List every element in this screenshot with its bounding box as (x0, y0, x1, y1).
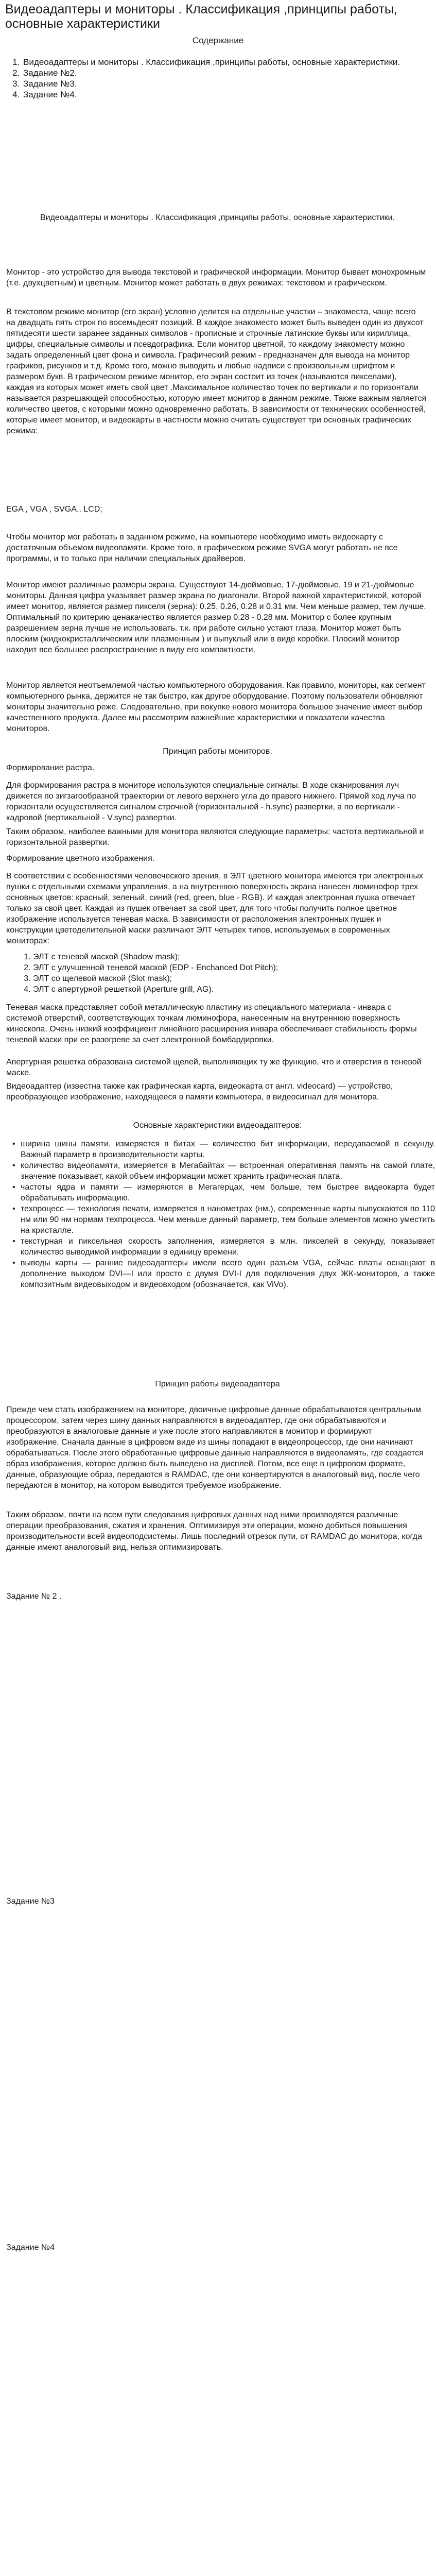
list-item: 3. ЭЛТ со щелевой маской (Slot mask); (33, 973, 278, 984)
paragraph: Монитор имеют различные размеры экрана. Существуют 14-дюймовые, 17-дюймовые, 19 и 21-дюймовые мониторы. Данная цифра указывает размер экрана по диагонали. Второй важной характеристикой, которой имеет монитор, является размер пикселя (зерна): 0.25, 0.26, 0.28 и 0.31 мм. Чем меньше размер, тем лучше. Оптимальный по критерию ценакачество является размер 0.28 - 0.28 мм. Монитор с более крупным разрешением зерна лучше не использовать. т.к. при работе сильно устают глаза. Монитор может быть плоским (жидкокристаллическим или плазменным ) и выпуклый или в виде коробки. Плоский монитор находит все большее распространение в виду его компактности. (6, 581, 426, 654)
task-heading: Задание №3 (6, 1897, 55, 1906)
list-item: • количество видеопамяти, измеряется в Мегабайтах — встроенная оперативная память на самой плате, значение показывает, какой объем информации может хранить графическая плата. (21, 1160, 435, 1182)
list-item: 4. ЭЛТ с апертурной решеткой (Aperture grill, AG). (33, 984, 278, 995)
list-item: • частоты ядра и памяти — измеряются в Мегагерцах, чем больше, тем быстрее видеокарта будет обрабатывать информацию. (21, 1182, 435, 1204)
list-item: • техпроцесс — технология печати, измеряется в нанометрах (нм.), современные карты выпускаются по 110 нм или 90 нм нормам техпроцесса. Чем меньше данный параметр, тем больше элементов можно уместить на кристалле. (21, 1204, 435, 1236)
task-heading: Задание № 2 . (6, 1592, 62, 1601)
section-title: Видеоадаптеры и мониторы . Классификация ,принципы работы, основные характеристики. (40, 213, 395, 222)
paragraph: Для формирования растра в мониторе используются специальные сигналы. В ходе сканирования луч движется по зигзагообразной траектории от левого верхнего угла до правого нижнего. Прямой ход луча по горизонтали осуществляется сигналом строчной (горизонтальной - h.sync) развертки, а по вертикали - кадровой (вертикальной - V.sync) развертки. (6, 781, 416, 822)
list-item: • ширина шины памяти, измеряется в битах — количество бит информации, передаваемой в секунду. Важный параметр в производительности карты. (21, 1139, 435, 1160)
paragraph: В соответствии с особенностями человеческого зрения, в ЭЛТ цветного монитора имеются три электронных пушки с отдельными схемами управления, а на внутреннюю поверхность экрана нанесен люминофор трех основных цветов: красный, зеленый, синий (red, green, blue - RGB). И каждая электронная пушка отвечает только за свой цвет. Каждая из пушек отвечает за свой цвет, для того чтобы получить полное цветное изображение используется теневая маска. В зависимости от расположения электронных пушек и конструкции цветоделительной маски различают ЭЛТ четырех типов, используемых в современных мониторах: (6, 872, 423, 945)
paragraph: EGA , VGA , SVGA., LCD; (6, 505, 102, 514)
table-of-contents (7, 57, 400, 100)
list-item: 2. ЭЛТ с улучшенной теневой маской (EDP - Enchanced Dot Pitch); (33, 962, 278, 973)
toc-heading: Содержание (192, 36, 244, 45)
section-title: Принцип работы видеоадаптера (155, 1380, 280, 1388)
subheading: Формирование растра. (6, 764, 95, 772)
paragraph: Монитор является неотъемлемой частью компьютерного оборудования. Как правило, мониторы, как сегмент компьютерного рынка, держится не так быстро, как другое оборудование. Поэтому пользователи обновляют мониторы значительно реже. Следовательно, при покупке нового монитора большое значение имеет выбор качественного продукта. Далее мы рассмотрим важнейшие характеристики и показатели качества мониторов. (6, 681, 426, 733)
list-item: • выводы карты — ранние видеоадаптеры имели всего один разъём VGA, сейчас платы оснащают в дополнение выходом DVI—I или просто с двумя DVI-I для подключения двух ЖК-мониторов, а также композитным видеовыходом и видеовходом (обозначается, как ViVo). (21, 1258, 435, 1290)
paragraph: Апертурная решетка образована системой щелей, выполняющих ту же функцию, что и отверстия в теневой маске. (6, 1058, 422, 1077)
paragraph: В текстовом режиме монитор (его экран) условно делится на отдельные участки – знакоместа, чаще всего на двадцать пять строк по восемьдесят позиций. В каждое знакоместо может быть выведен один из двухсот пятидесяти шести заранее заданных символов - прописные и строчные латинские буквы или кириллица, цифры, специальные символы и псевдографика. Если монитор цветной, то каждому знакоместу можно задать определенный цвет фона и символа. Графический режим - предназначен для вывода на монитор графиков, рисунков и т.д. Кроме того, можно выводить и любые надписи с произвольным шрифтом и размером букв. В графическом режиме монитор, его экран состоит из точек (называются пикселами), каждая из которых может иметь свой цвет .Максимальное количество точек по вертикали и по горизонтали называется разрешающей способностью, которую имеет монитор в данном режиме. Также важным является количество цветов, с которыми можно одновременно работать. В зависимости от технических особенностей, которые имеет монитор, и видеокарты в частности можно считать существует три основных графических режима: (6, 308, 426, 435)
section-title: Принцип работы мониторов. (163, 747, 272, 756)
document-title: Видеоадаптеры и мониторы . Классификация ,принципы работы, основные характеристики (5, 2, 397, 31)
paragraph: Видеоадаптер (известна также как графическая карта, видеокарта от англ. videocard) — устройство, преобразующее изображение, находящееся в памяти компьютера, в видеосигнал для монитора. (6, 1082, 393, 1101)
list-item: 1. ЭЛТ с теневой маской (Shadow mask); (33, 952, 278, 962)
paragraph: Таким образом, наиболее важными для монитора являются следующие параметры: частота вертикальной и горизонтальной развертки. (6, 827, 424, 847)
characteristics-list (11, 1139, 435, 1290)
paragraph: Теневая маска представляет собой металлическую пластину из специального материала - инвара с системой отверстий, соответствующих точкам люминофора, нанесенным на внутреннюю поверхность кинескопа. Очень низкий коэффициент линейного расширения инвара обеспечивает стабильность формы теневой маски при ее разогреве за счет электронной бомбардировки. (6, 1003, 417, 1044)
toc-item[interactable]: 2. Задание №2. (22, 67, 400, 78)
crt-types-list (21, 952, 278, 995)
list-item: • текстурная и пиксельная скорость заполнения, измеряется в млн. пикселей в секунду, показывает количество выводимой информации в единицу времени. (21, 1236, 435, 1258)
paragraph: Таким образом, почти на всем пути следования цифровых данных над ними производятся различные операции преобразования, сжатия и хранения. Оптимизируя эти операции, можно добиться повышения производительности всей видеоподсистемы. Лишь последний отрезок пути, от RAMDAC до монитора, когда данные имеют аналоговый вид, нельзя оптимизировать. (6, 1511, 422, 1552)
subheading: Формирование цветного изображения. (6, 854, 155, 863)
paragraph: Прежде чем стать изображением на мониторе, двоичные цифровые данные обрабатываются центральным процессором, затем через шину данных направляются в видеоадаптер, где они обрабатываются и преобразуются в аналоговые данные и уже после этого направляются в монитор и формируют изображение. Сначала данные в цифровом виде из шины попадают в видеопроцессор, где они начинают обрабатываться. После этого обработанные цифровые данные направляются в видеопамять, где создается образ изображения, которое должно быть выведено на дисплей. Потом, все еще в цифровом формате, данные, образующие образ, передаются в RAMDAC, где они конвертируются в аналоговый вид, после чего передаются в монитор, на котором выводится требуемое изображение. (6, 1405, 424, 1490)
task-heading: Задание №4 (6, 2243, 55, 2252)
toc-item[interactable]: 1. Видеоадаптеры и мониторы . Классификация ,принципы работы, основные характеристики. (22, 57, 400, 67)
toc-item[interactable]: 3. Задание №3. (22, 78, 400, 89)
paragraph: Монитор - это устройство для вывода текстовой и графической информации. Монитор бывает монохромным (т.е. двухцветным) и цветным. Монитор может работать в двух режимах: текстовом и графическом. (6, 268, 426, 287)
toc-item[interactable]: 4. Задание №4. (22, 89, 400, 100)
paragraph: Чтобы монитор мог работать в заданном режиме, на компьютере необходимо иметь видеокарту с достаточным объемом видеопамяти. Кроме того, в графическом режиме SVGA могут работать не все программы, и то только при наличии специальных драйверов. (6, 533, 398, 563)
section-title: Основные характеристики видеоадаптеров: (133, 1121, 302, 1130)
